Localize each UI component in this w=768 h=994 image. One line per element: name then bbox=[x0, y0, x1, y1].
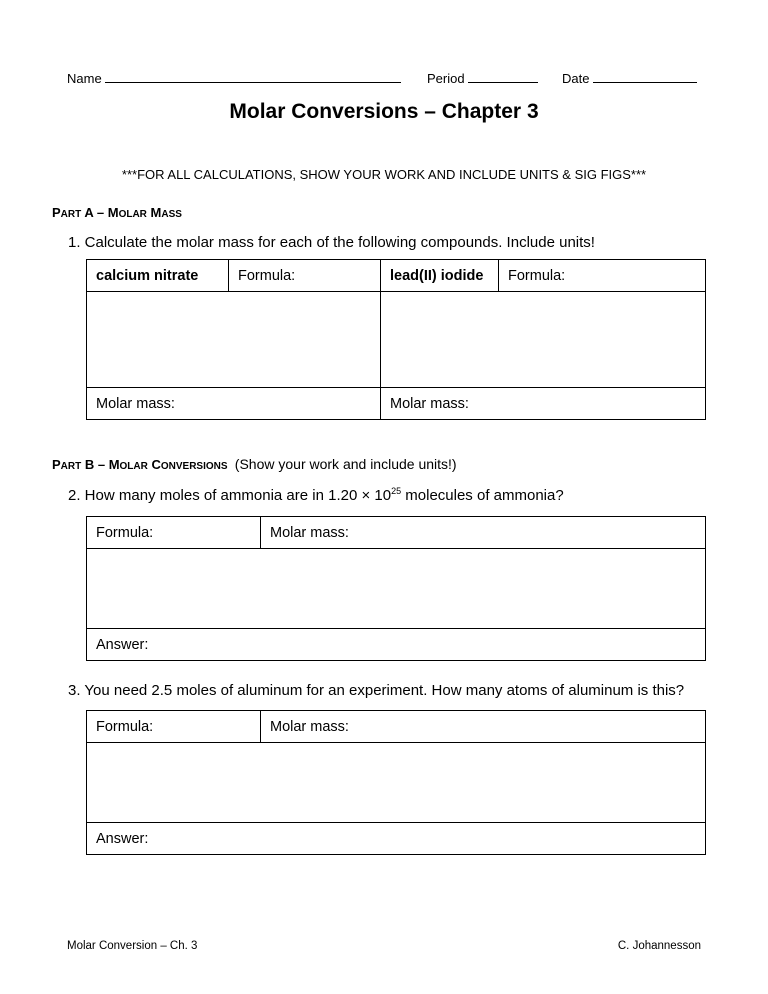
molar-mass-table bbox=[86, 259, 706, 420]
name-field-row bbox=[67, 68, 401, 87]
footer-left: Molar Conversion – Ch. 3 bbox=[67, 940, 198, 952]
question-2-table bbox=[86, 516, 706, 661]
compound-2-molar-mass[interactable]: Molar mass: bbox=[381, 388, 706, 420]
question-2: 2. How many moles of ammonia are in $1.20 \times 10^{25}$ molecules of ammonia? bbox=[68, 486, 564, 504]
page-title: Molar Conversions – Chapter 3 bbox=[229, 100, 539, 123]
compound-2-formula-label[interactable]: Formula: bbox=[499, 260, 706, 292]
period-blank[interactable] bbox=[468, 68, 538, 83]
compound-1-work-area[interactable] bbox=[87, 292, 381, 388]
q2-work-area[interactable] bbox=[87, 549, 706, 629]
q2-formula[interactable]: Formula: bbox=[87, 517, 261, 549]
compound-2-name: lead(II) iodide bbox=[381, 260, 499, 292]
q2-answer[interactable]: Answer: bbox=[87, 629, 706, 661]
q3-work-area[interactable] bbox=[87, 743, 706, 823]
period-field-row bbox=[427, 68, 538, 87]
compound-2-work-area[interactable] bbox=[381, 292, 706, 388]
name-label: Name bbox=[67, 71, 102, 86]
part-a-heading: PART A – MOLAR MASS bbox=[52, 205, 182, 220]
date-blank[interactable] bbox=[593, 68, 697, 83]
q2-molar-mass[interactable]: Molar mass: bbox=[261, 517, 706, 549]
part-b-instruction: (Show your work and include units!) bbox=[234, 456, 457, 472]
date-field-row bbox=[562, 68, 697, 87]
q3-answer[interactable]: Answer: bbox=[87, 823, 706, 855]
compound-1-molar-mass[interactable]: Molar mass: bbox=[87, 388, 381, 420]
part-b-heading: PART B – MOLAR CONVERSIONS (Show your work and include units!) bbox=[52, 456, 457, 472]
question-3: 3. You need 2.5 moles of aluminum for an experiment. How many atoms of aluminum is this? bbox=[68, 682, 685, 699]
compound-1-formula-label[interactable]: Formula: bbox=[229, 260, 381, 292]
question-1: 1. Calculate the molar mass for each of the following compounds. Include units! bbox=[68, 234, 595, 251]
q3-molar-mass[interactable]: Molar mass: bbox=[261, 711, 706, 743]
period-label: Period bbox=[427, 71, 465, 86]
compound-1-name: calcium nitrate bbox=[87, 260, 229, 292]
question-3-table bbox=[86, 710, 706, 855]
name-blank[interactable] bbox=[105, 68, 401, 83]
footer-right: C. Johannesson bbox=[617, 940, 701, 952]
date-label: Date bbox=[562, 71, 590, 86]
q3-formula[interactable]: Formula: bbox=[87, 711, 261, 743]
instructions: ***FOR ALL CALCULATIONS, SHOW YOUR WORK AND INCLUDE UNITS & SIG FIGS*** bbox=[121, 167, 647, 182]
